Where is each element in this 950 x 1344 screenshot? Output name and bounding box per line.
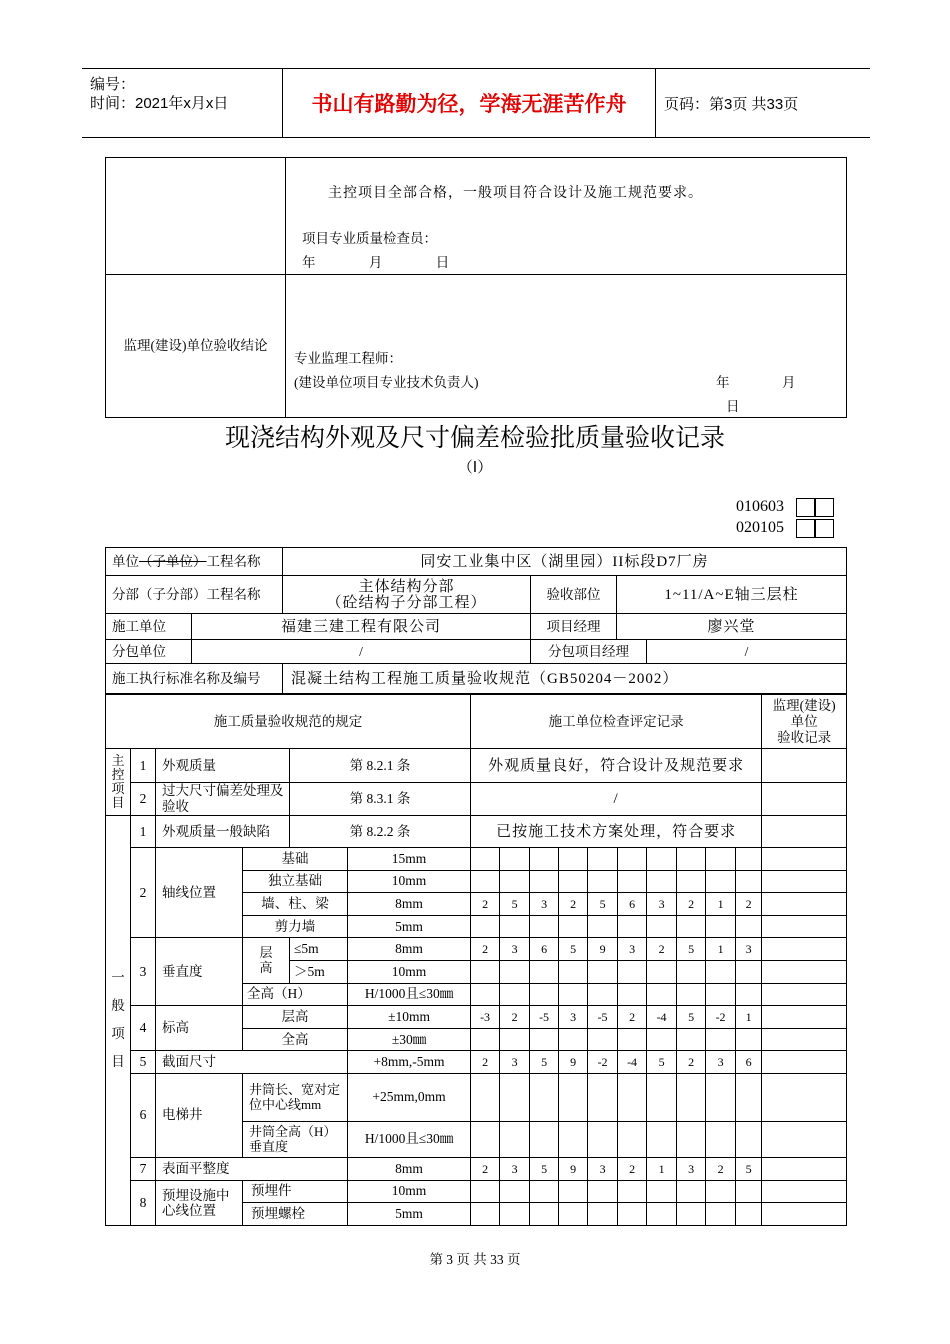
measure-value: 1 bbox=[647, 1157, 677, 1180]
measure-value: 5 bbox=[677, 1006, 706, 1029]
pm-label: 项目经理 bbox=[531, 614, 617, 640]
measure-value bbox=[736, 983, 762, 1006]
standard: 混凝土结构工程施工质量验收规范（GB50204－2002） bbox=[283, 664, 847, 694]
measure-value: 5 bbox=[647, 1051, 677, 1074]
tolerance: 10mm bbox=[348, 960, 471, 983]
inspector-label: 项目专业质量检查员： bbox=[302, 231, 437, 246]
measure-value bbox=[471, 983, 500, 1006]
item-number: 1 bbox=[131, 816, 156, 848]
measure-value: -5 bbox=[530, 1006, 559, 1029]
measure-value bbox=[500, 1121, 530, 1157]
item-name: 电梯井 bbox=[156, 1073, 243, 1157]
measure-value bbox=[530, 960, 559, 983]
standard-label: 施工执行标准名称及编号 bbox=[106, 664, 283, 694]
supervision-record bbox=[762, 1028, 847, 1051]
check-header: 施工单位检查评定记录 bbox=[471, 695, 762, 749]
measure-value bbox=[706, 960, 736, 983]
sub-item-name: 井筒全高（H）垂直度 bbox=[243, 1121, 348, 1157]
tolerance: ±30㎜ bbox=[348, 1028, 471, 1051]
sub-item-name: 全高（H） bbox=[243, 983, 348, 1006]
unit-name-label: 单位（子单位）工程名称 bbox=[106, 548, 283, 576]
supervision-record bbox=[762, 1180, 847, 1203]
header-page-info: 页码：第3页 共33页 bbox=[664, 95, 799, 113]
item-number: 6 bbox=[131, 1073, 156, 1157]
blank-cell bbox=[106, 158, 286, 275]
measure-value bbox=[471, 1073, 500, 1121]
measure-value bbox=[588, 1203, 618, 1226]
measure-value: -4 bbox=[618, 1051, 647, 1074]
document-subtitle: （Ⅰ） bbox=[457, 458, 493, 476]
floor-height-label: 层高 bbox=[243, 938, 290, 983]
measure-value bbox=[736, 915, 762, 938]
measure-value bbox=[500, 1203, 530, 1226]
measure-value bbox=[471, 915, 500, 938]
tolerance: 10mm bbox=[348, 1180, 471, 1203]
measure-value bbox=[618, 1121, 647, 1157]
measure-value: 6 bbox=[736, 1051, 762, 1074]
measure-value bbox=[677, 1028, 706, 1051]
measure-value bbox=[647, 983, 677, 1006]
measure-value: 1 bbox=[706, 893, 736, 916]
sv-year: 年 bbox=[716, 375, 730, 390]
measure-value bbox=[677, 983, 706, 1006]
item-name: 外观质量 bbox=[156, 749, 290, 783]
inspection-table bbox=[105, 694, 847, 1226]
measure-value: 1 bbox=[736, 1006, 762, 1029]
item-name: 标高 bbox=[156, 1006, 243, 1051]
measure-value bbox=[471, 1203, 500, 1226]
measure-value bbox=[647, 915, 677, 938]
item-clause: 第 8.3.1 条 bbox=[290, 783, 471, 816]
main-group-label: 主 控 项 目 bbox=[106, 749, 131, 816]
item-record: 已按施工技术方案处理，符合要求 bbox=[471, 816, 762, 848]
measure-value bbox=[647, 1028, 677, 1051]
measure-value bbox=[500, 915, 530, 938]
item-clause: 第 8.2.1 条 bbox=[290, 749, 471, 783]
measure-value: 2 bbox=[500, 1006, 530, 1029]
measure-value bbox=[559, 1121, 588, 1157]
measure-value: 3 bbox=[559, 1006, 588, 1029]
measure-value: 3 bbox=[500, 1051, 530, 1074]
code-box bbox=[796, 519, 815, 538]
tolerance: ±10mm bbox=[348, 1006, 471, 1029]
doc-date: 时间：2021年x月x日 bbox=[90, 95, 229, 112]
measure-value bbox=[500, 1180, 530, 1203]
sub-project-label: 分部（子分部）工程名称 bbox=[106, 576, 283, 614]
inspector-date: 年 月 日 bbox=[302, 255, 450, 270]
measure-value bbox=[736, 960, 762, 983]
measure-value bbox=[471, 1180, 500, 1203]
measure-value: 5 bbox=[530, 1157, 559, 1180]
item-number: 7 bbox=[131, 1157, 156, 1180]
measure-value bbox=[618, 1203, 647, 1226]
measure-value bbox=[530, 1121, 559, 1157]
measure-value bbox=[500, 1073, 530, 1121]
sub-item-name: ≤5m bbox=[290, 938, 348, 961]
measure-value bbox=[618, 1180, 647, 1203]
measure-value bbox=[588, 870, 618, 893]
sub-item-name: 全高 bbox=[243, 1028, 348, 1051]
code-box bbox=[815, 498, 834, 517]
item-record: / bbox=[471, 783, 762, 816]
unit-name: 同安工业集中区（湖里园）II标段D7厂房 bbox=[283, 548, 847, 576]
measure-value bbox=[706, 1121, 736, 1157]
measure-value: 2 bbox=[471, 893, 500, 916]
measure-value: -3 bbox=[471, 1006, 500, 1029]
measure-value: 6 bbox=[530, 938, 559, 961]
tolerance: 15mm bbox=[348, 848, 471, 871]
measure-value: -2 bbox=[588, 1051, 618, 1074]
sv-month: 月 bbox=[782, 375, 796, 390]
measure-value: 2 bbox=[559, 893, 588, 916]
measure-value: 3 bbox=[530, 893, 559, 916]
measure-value: 5 bbox=[588, 893, 618, 916]
supervision-record bbox=[762, 893, 847, 916]
owner-label: (建设单位项目专业技术负责人) bbox=[294, 375, 479, 390]
measure-value bbox=[588, 1073, 618, 1121]
measure-value bbox=[500, 1028, 530, 1051]
measure-value bbox=[500, 848, 530, 871]
item-number: 3 bbox=[131, 938, 156, 1006]
supervision-conclusion-label: 监理(建设)单位验收结论 bbox=[106, 275, 286, 418]
measure-value bbox=[677, 1121, 706, 1157]
sub-item-name: ＞5m bbox=[290, 960, 348, 983]
supervision-record bbox=[762, 938, 847, 961]
measure-value bbox=[471, 1028, 500, 1051]
measure-value bbox=[647, 1121, 677, 1157]
tolerance: +25mm,0mm bbox=[348, 1073, 471, 1121]
supervision-record bbox=[762, 915, 847, 938]
item-clause: 第 8.2.2 条 bbox=[290, 816, 471, 848]
measure-value bbox=[588, 1121, 618, 1157]
measure-value: 5 bbox=[530, 1051, 559, 1074]
measure-value bbox=[559, 848, 588, 871]
measure-value bbox=[677, 1203, 706, 1226]
measure-value bbox=[559, 1203, 588, 1226]
subcontractor-label: 分包单位 bbox=[106, 640, 192, 664]
item-number: 2 bbox=[131, 783, 156, 816]
header-motto: 书山有路勤为径，学海无涯苦作舟 bbox=[282, 69, 656, 137]
measure-value: 2 bbox=[471, 1051, 500, 1074]
measure-value: 1 bbox=[706, 938, 736, 961]
measure-value bbox=[500, 960, 530, 983]
measure-value bbox=[588, 983, 618, 1006]
measure-value: 2 bbox=[618, 1006, 647, 1029]
supervision-record bbox=[762, 749, 847, 783]
item-name: 过大尺寸偏差处理及验收 bbox=[156, 783, 290, 816]
spec-header: 施工质量验收规范的规定 bbox=[106, 695, 471, 749]
measure-value: 3 bbox=[647, 893, 677, 916]
measure-value: 3 bbox=[677, 1157, 706, 1180]
tolerance: 8mm bbox=[348, 938, 471, 961]
measure-value bbox=[500, 983, 530, 1006]
measure-value bbox=[706, 1203, 736, 1226]
tolerance: 5mm bbox=[348, 915, 471, 938]
tolerance: 5mm bbox=[348, 1203, 471, 1226]
measure-value bbox=[677, 915, 706, 938]
measure-value bbox=[677, 848, 706, 871]
conclusion-text: 主控项目全部合格，一般项目符合设计及施工规范要求。 bbox=[328, 186, 703, 201]
item-record: 外观质量良好，符合设计及规范要求 bbox=[471, 749, 762, 783]
supervision-record bbox=[762, 848, 847, 871]
supervision-cell bbox=[286, 275, 847, 418]
measure-value: 9 bbox=[559, 1051, 588, 1074]
measure-value: 3 bbox=[500, 1157, 530, 1180]
measure-value: 9 bbox=[559, 1157, 588, 1180]
measure-value bbox=[588, 1028, 618, 1051]
measure-value bbox=[588, 915, 618, 938]
measure-value: -2 bbox=[706, 1006, 736, 1029]
measure-value bbox=[736, 848, 762, 871]
measure-value bbox=[706, 1073, 736, 1121]
contractor-label: 施工单位 bbox=[106, 614, 192, 640]
supervision-record bbox=[762, 1006, 847, 1029]
measure-value bbox=[530, 848, 559, 871]
sub-item-name: 预埋件 bbox=[243, 1180, 348, 1203]
measure-value bbox=[530, 870, 559, 893]
item-name: 预埋设施中心线位置 bbox=[156, 1180, 243, 1225]
measure-value: 2 bbox=[647, 938, 677, 961]
supervision-record bbox=[762, 983, 847, 1006]
subcontractor: / bbox=[192, 640, 531, 664]
tolerance: H/1000且≤30㎜ bbox=[348, 1121, 471, 1157]
measure-value bbox=[706, 915, 736, 938]
measure-value: 3 bbox=[588, 1157, 618, 1180]
code-box bbox=[796, 498, 815, 517]
measure-value bbox=[588, 1180, 618, 1203]
measure-value bbox=[530, 1073, 559, 1121]
measure-value bbox=[471, 1121, 500, 1157]
sub-item-name: 基础 bbox=[243, 848, 348, 871]
measure-value bbox=[706, 870, 736, 893]
measure-value: 5 bbox=[736, 1157, 762, 1180]
project-manager: 廖兴堂 bbox=[617, 614, 847, 640]
measure-value: 3 bbox=[736, 938, 762, 961]
sub-item-name: 预埋螺栓 bbox=[243, 1203, 348, 1226]
measure-value bbox=[530, 1028, 559, 1051]
measure-value: 3 bbox=[706, 1051, 736, 1074]
measure-value: 3 bbox=[500, 938, 530, 961]
supervision-record bbox=[762, 870, 847, 893]
general-group-label: 一 般 项 目 bbox=[106, 816, 131, 1226]
measure-value: -4 bbox=[647, 1006, 677, 1029]
measure-value bbox=[618, 870, 647, 893]
measure-value: 2 bbox=[677, 1051, 706, 1074]
supervision-header: 监理(建设) 单位 验收记录 bbox=[762, 695, 847, 749]
measure-value: 5 bbox=[677, 938, 706, 961]
measure-value bbox=[588, 960, 618, 983]
item-number: 8 bbox=[131, 1180, 156, 1225]
sub-item-name: 层高 bbox=[243, 1006, 348, 1029]
sub-item-name: 独立基础 bbox=[243, 870, 348, 893]
measure-value bbox=[706, 1180, 736, 1203]
sub-item-name: 墙、柱、梁 bbox=[243, 893, 348, 916]
top-signature-table bbox=[105, 157, 847, 418]
measure-value bbox=[706, 983, 736, 1006]
measure-value: 2 bbox=[677, 893, 706, 916]
tolerance: 10mm bbox=[348, 870, 471, 893]
item-name: 截面尺寸 bbox=[156, 1051, 348, 1074]
measure-value bbox=[618, 915, 647, 938]
measure-value: 2 bbox=[471, 1157, 500, 1180]
doc-number-label: 编号： bbox=[90, 76, 136, 93]
item-name: 垂直度 bbox=[156, 938, 243, 1006]
measure-value bbox=[706, 848, 736, 871]
accept-part-label: 验收部位 bbox=[531, 576, 617, 614]
supervision-record bbox=[762, 1051, 847, 1074]
sub-project-name: 主体结构分部 （砼结构子分部工程） bbox=[283, 576, 531, 614]
project-info-table bbox=[105, 547, 847, 694]
measure-value: 2 bbox=[736, 893, 762, 916]
measure-value bbox=[647, 870, 677, 893]
document-title: 现浇结构外观及尺寸偏差检验批质量验收记录 bbox=[224, 423, 725, 452]
page-footer: 第 3 页 共 33 页 bbox=[429, 1252, 521, 1267]
item-name: 表面平整度 bbox=[156, 1157, 348, 1180]
measure-value bbox=[530, 915, 559, 938]
measure-value bbox=[500, 870, 530, 893]
measure-value bbox=[706, 1028, 736, 1051]
measure-value bbox=[736, 1203, 762, 1226]
measure-value bbox=[677, 870, 706, 893]
sv-day: 日 bbox=[726, 399, 740, 414]
measure-value bbox=[618, 983, 647, 1006]
supervision-record bbox=[762, 1121, 847, 1157]
item-name: 外观质量一般缺陷 bbox=[156, 816, 290, 848]
measure-value: 6 bbox=[618, 893, 647, 916]
supervision-record bbox=[762, 960, 847, 983]
measure-value bbox=[559, 983, 588, 1006]
measure-value bbox=[618, 848, 647, 871]
code-line-1 bbox=[736, 498, 834, 517]
measure-value bbox=[736, 1180, 762, 1203]
measure-value: 2 bbox=[618, 1157, 647, 1180]
code-2: 020105 bbox=[736, 519, 784, 537]
measure-value bbox=[530, 983, 559, 1006]
measure-value bbox=[736, 1121, 762, 1157]
measure-value: -5 bbox=[588, 1006, 618, 1029]
supervision-record bbox=[762, 1073, 847, 1121]
measure-value bbox=[647, 1203, 677, 1226]
measure-value bbox=[530, 1203, 559, 1226]
measure-value bbox=[471, 848, 500, 871]
measure-value: 5 bbox=[559, 938, 588, 961]
supervision-record bbox=[762, 783, 847, 816]
measure-value bbox=[559, 1180, 588, 1203]
page-header bbox=[82, 68, 870, 138]
item-name: 轴线位置 bbox=[156, 848, 243, 938]
item-number: 4 bbox=[131, 1006, 156, 1051]
measure-value: 2 bbox=[706, 1157, 736, 1180]
contractor: 福建三建工程有限公司 bbox=[192, 614, 531, 640]
code-line-2 bbox=[736, 519, 834, 538]
engineer-label: 专业监理工程师： bbox=[294, 351, 402, 366]
measure-value bbox=[647, 848, 677, 871]
tolerance: 8mm bbox=[348, 1157, 471, 1180]
header-meta bbox=[82, 69, 282, 137]
item-number: 1 bbox=[131, 749, 156, 783]
measure-value bbox=[559, 915, 588, 938]
measure-value bbox=[559, 870, 588, 893]
measure-value bbox=[736, 1028, 762, 1051]
tolerance: +8mm,-5mm bbox=[348, 1051, 471, 1074]
measure-value: 2 bbox=[471, 938, 500, 961]
measure-value bbox=[618, 1073, 647, 1121]
measure-value bbox=[647, 1073, 677, 1121]
accept-part: 1~11/A~E轴三层柱 bbox=[617, 576, 847, 614]
measure-value: 3 bbox=[618, 938, 647, 961]
measure-value bbox=[618, 1028, 647, 1051]
measure-value bbox=[677, 1073, 706, 1121]
tolerance: 8mm bbox=[348, 893, 471, 916]
measure-value bbox=[471, 960, 500, 983]
supervision-record bbox=[762, 1203, 847, 1226]
measure-value bbox=[530, 1180, 559, 1203]
measure-value bbox=[736, 1073, 762, 1121]
measure-value: 9 bbox=[588, 938, 618, 961]
measure-value bbox=[677, 1180, 706, 1203]
measure-value bbox=[559, 1073, 588, 1121]
sub-pm-label: 分包项目经理 bbox=[531, 640, 647, 664]
supervision-record bbox=[762, 1157, 847, 1180]
supervision-record bbox=[762, 816, 847, 848]
sub-pm: / bbox=[647, 640, 847, 664]
sub-item-name: 井筒长、宽对定位中心线mm bbox=[243, 1073, 348, 1121]
measure-value: 5 bbox=[500, 893, 530, 916]
measure-value bbox=[647, 960, 677, 983]
item-number: 2 bbox=[131, 848, 156, 938]
conclusion-cell bbox=[286, 158, 847, 275]
measure-value bbox=[588, 848, 618, 871]
measure-value bbox=[559, 960, 588, 983]
code-1: 010603 bbox=[736, 498, 784, 516]
measure-value bbox=[471, 870, 500, 893]
code-box bbox=[815, 519, 834, 538]
measure-value bbox=[677, 960, 706, 983]
item-number: 5 bbox=[131, 1051, 156, 1074]
sub-item-name: 剪力墙 bbox=[243, 915, 348, 938]
measure-value bbox=[647, 1180, 677, 1203]
measure-value bbox=[559, 1028, 588, 1051]
tolerance: H/1000且≤30㎜ bbox=[348, 983, 471, 1006]
measure-value bbox=[618, 960, 647, 983]
measure-value bbox=[736, 870, 762, 893]
